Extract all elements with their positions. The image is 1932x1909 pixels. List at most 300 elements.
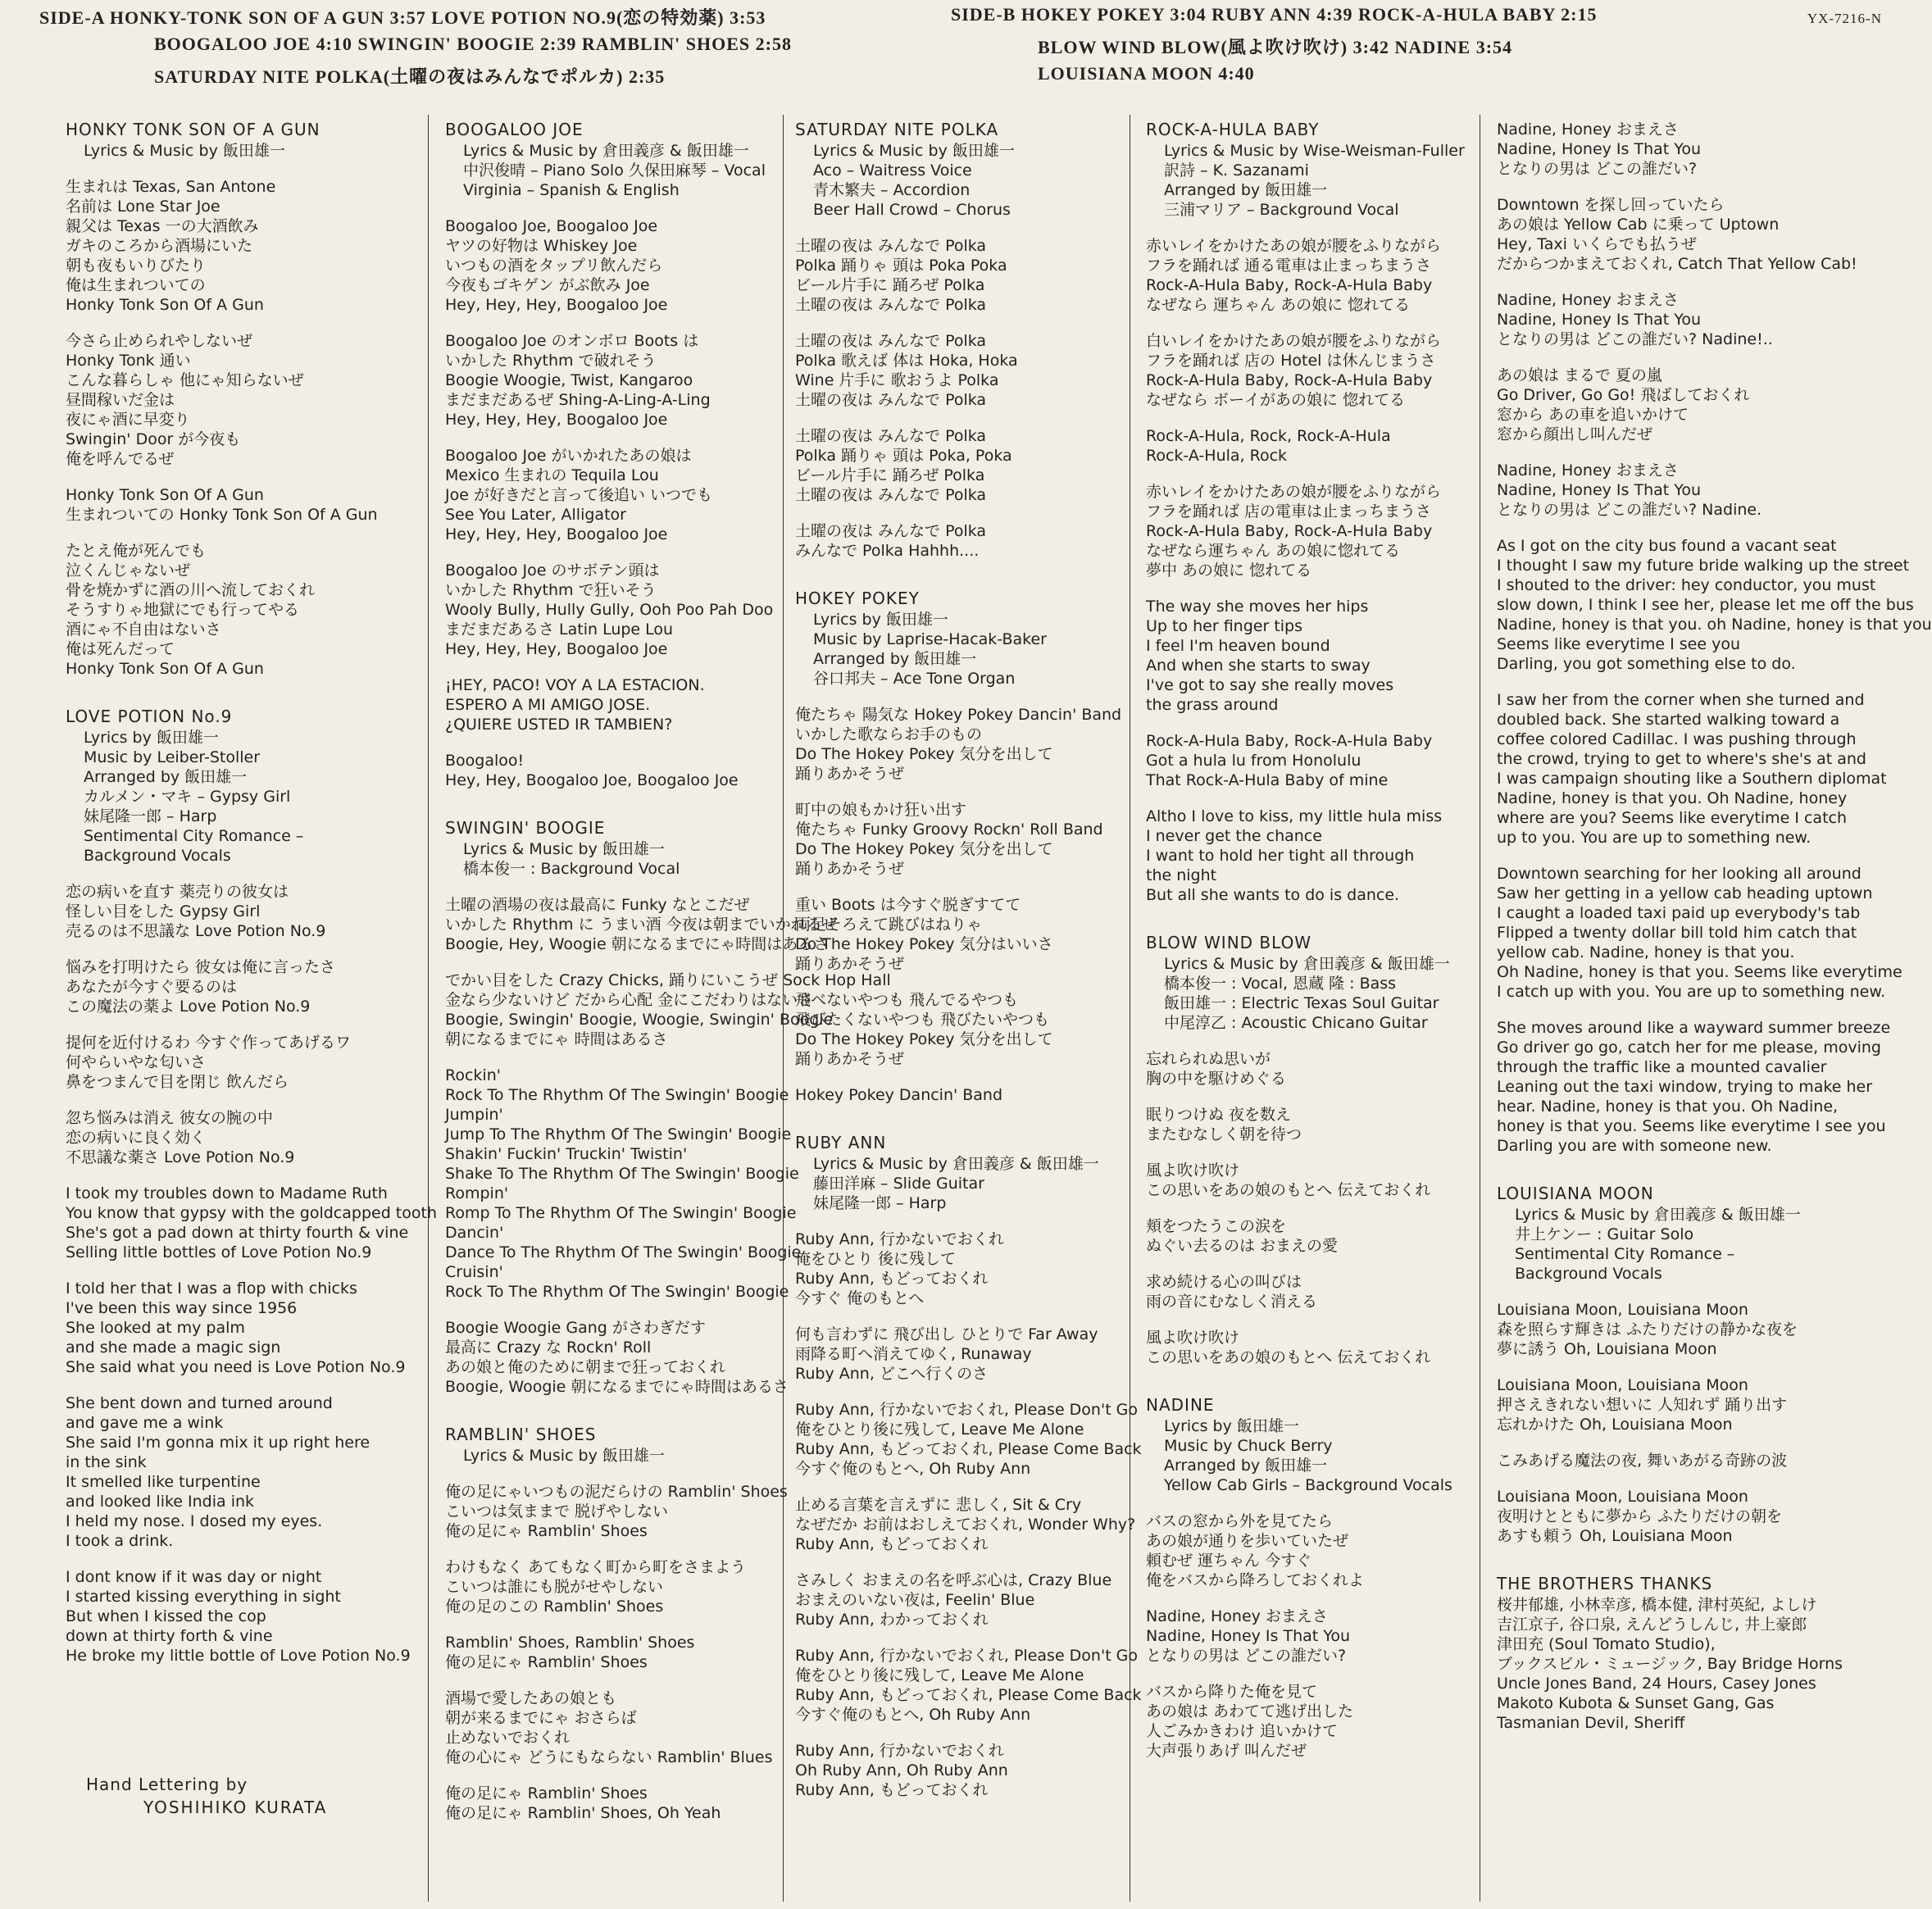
- side-a-tracks-2: BOOGALOO JOE 4:10 SWINGIN' BOOGIE 2:39 RAMBLIN' SHOES 2:58: [154, 34, 792, 54]
- song-credit: Background Vocals: [1515, 1265, 1662, 1283]
- lyric-verse: [1146, 1328, 1476, 1367]
- song-credit: Lyrics by 飯田雄一: [1164, 1417, 1299, 1435]
- lyric-line: となりの男は どこの誰だい? Nadine!..: [1497, 330, 1773, 348]
- lyric-line: Rock To The Rhythm Of The Swingin' Boogie: [445, 1086, 789, 1104]
- lyric-verse: [795, 1741, 1126, 1800]
- lyric-line: Joe が好きだと言って後追い いつでも: [445, 486, 712, 504]
- lyric-verse: [66, 541, 425, 679]
- lyric-line: Shake To The Rhythm Of The Swingin' Boogie: [445, 1165, 799, 1183]
- song-credit: 青木繁夫 – Accordion: [813, 181, 971, 199]
- lyric-verse: [1146, 1216, 1476, 1256]
- lyric-line: Nadine, honey is that you. Oh Nadine, honey: [1497, 789, 1848, 807]
- lyric-line: The way she moves her hips: [1146, 598, 1369, 616]
- lyric-line: まだまだあるぜ Shing-A-Ling-A-Ling: [445, 391, 711, 409]
- lyric-line: Louisiana Moon, Louisiana Moon: [1497, 1301, 1748, 1319]
- lyric-line: こいつは誰にも脱がせやしない: [445, 1578, 664, 1596]
- lyric-line: Hey, Hey, Boogaloo Joe, Boogaloo Joe: [445, 771, 739, 789]
- lyric-line: 俺をひとり 後に残して: [795, 1250, 957, 1268]
- lyric-line: But when I kissed the cop: [66, 1607, 266, 1625]
- lyric-line: Hey, Hey, Hey, Boogaloo Joe: [445, 411, 668, 429]
- letterer-name: YOSHIHIKO KURATA: [143, 1798, 328, 1817]
- lyric-line: 俺たちゃ 陽気な Hokey Pokey Dancin' Band: [795, 706, 1122, 724]
- lyric-line: Boogie, Swingin' Boogie, Woogie, Swingin' Boogie: [445, 1011, 834, 1029]
- lyric-line: down at thirty forth & vine: [66, 1627, 273, 1645]
- lyric-verse: [795, 426, 1126, 505]
- song-credit: 藤田洋麻 – Slide Guitar: [813, 1175, 984, 1193]
- lyric-line: 踊りあかそうぜ: [795, 860, 905, 878]
- lyric-line: through the traffic like a mounted cavalier: [1497, 1058, 1827, 1076]
- lyric-verse: [1146, 807, 1476, 905]
- lyric-line: 朝も夜もいりびたり: [66, 257, 207, 275]
- lyric-line: わけもなく あてもなく町から町をさまよう: [445, 1558, 747, 1576]
- lyric-line: Ruby Ann, 行かないでおくれ, Please Don't Go: [795, 1647, 1139, 1665]
- lyric-line: 今さら止められやしないぜ: [66, 332, 253, 350]
- song-block: [445, 1425, 788, 1823]
- lyric-line: Darling you are with someone new.: [1497, 1137, 1772, 1155]
- lyric-verse: [66, 177, 425, 315]
- lyric-line: いつもの酒をタップリ飲んだら: [445, 257, 663, 275]
- lyric-line: Do The Hokey Pokey 気分を出して: [795, 840, 1053, 858]
- lyric-line: Honky Tonk Son Of A Gun: [66, 296, 264, 314]
- song-block: [445, 120, 780, 790]
- lyric-line: あすも頼う Oh, Louisiana Moon: [1497, 1527, 1733, 1545]
- song-credit: Arranged by 飯田雄一: [1164, 181, 1328, 199]
- lyric-line: Boogaloo!: [445, 752, 525, 770]
- song-title: SATURDAY NITE POLKA: [795, 120, 999, 139]
- lyric-line: 提何を近付けるわ 今すぐ作ってあげるワ: [66, 1034, 352, 1052]
- lyric-line: ヤツの好物は Whiskey Joe: [445, 237, 638, 255]
- lyric-verse: [445, 1633, 780, 1672]
- lyric-line: フラを踊れば 店の Hotel は休んじまうさ: [1146, 352, 1436, 370]
- song-credit: 訳詩 – K. Sazanami: [1164, 161, 1309, 180]
- lyric-line: Honky Tonk 通い: [66, 352, 191, 370]
- lyric-line: 土曜の夜は みんなで Polka: [795, 427, 987, 445]
- lyric-verse: [445, 895, 838, 954]
- nadine-continued: [1497, 120, 1932, 1156]
- lyric-line: As I got on the city bus found a vacant seat: [1497, 537, 1837, 555]
- song-credit: Sentimental City Romance –: [84, 827, 304, 845]
- lyric-line: She moves around like a wayward summer breeze: [1497, 1019, 1891, 1037]
- lyric-line: いかした歌ならお手のもの: [795, 725, 983, 743]
- lyric-verse: [66, 485, 425, 525]
- lyric-line: Rock-A-Hula, Rock: [1146, 447, 1288, 465]
- lyric-verse: [795, 1085, 1126, 1105]
- lyric-line: 金なら少ないけど だから心配 金にこだわりはないさ: [445, 991, 814, 1009]
- lyric-line: I want to hold her tight all through: [1146, 847, 1415, 865]
- lyric-line: I feel I'm heaven bound: [1146, 637, 1330, 655]
- lyric-verse: [66, 331, 425, 469]
- lyric-line: 俺の足にゃ Ramblin' Shoes, Oh Yeah: [445, 1804, 721, 1822]
- lyric-line: Polka 踊りゃ 頭は Poka, Poka: [795, 447, 1012, 465]
- lyric-verse: [445, 1689, 780, 1767]
- song-credit: Background Vocals: [84, 847, 231, 865]
- lyrics-column-1: [66, 120, 437, 1890]
- lyric-line: Ramblin' Shoes, Ramblin' Shoes: [445, 1634, 695, 1652]
- lyric-line: Rock To The Rhythm Of The Swingin' Boogie: [445, 1283, 789, 1301]
- lyric-line: She's got a pad down at thirty fourth & vine: [66, 1224, 409, 1242]
- lyric-line: 俺を呼んでるぜ: [66, 450, 175, 468]
- lyric-line: Rompin': [445, 1184, 509, 1202]
- lyric-line: 悩みを打明けたら 彼女は俺に言ったさ: [66, 958, 336, 976]
- lyric-line: Nadine, Honey Is That You: [1497, 481, 1702, 499]
- lyric-verse: [66, 1033, 425, 1092]
- lyric-line: Nadine, Honey おまえさ: [1497, 291, 1679, 309]
- song-title: SWINGIN' BOOGIE: [445, 818, 606, 838]
- lyric-line: yellow cab. Nadine, honey is that you.: [1497, 943, 1795, 961]
- song-block: [1146, 1395, 1476, 1761]
- lyric-line: だからつかまえておくれ, Catch That Yellow Cab!: [1497, 255, 1857, 273]
- lyric-line: Downtown を探し回っていたら: [1497, 196, 1725, 214]
- lyric-verse: [1146, 1682, 1476, 1761]
- song-credit: 橋本俊一 : Background Vocal: [463, 860, 680, 878]
- lyric-line: the grass around: [1146, 696, 1279, 714]
- lyric-line: でかい目をした Crazy Chicks, 踊りにいこうぜ Sock Hop Hall: [445, 971, 891, 989]
- lyric-line: Ruby Ann, もどっておくれ: [795, 1270, 989, 1288]
- lyric-line: フラを踊れば 通る電車は止まっちまうさ: [1146, 257, 1432, 275]
- lyric-line: Nadine, Honey Is That You: [1146, 1627, 1351, 1645]
- song-credit: Lyrics & Music by 倉田義彦 & 飯田雄一: [813, 1155, 1099, 1173]
- lyric-line: 何やらいやな匂いさ: [66, 1053, 207, 1071]
- lyric-verse: [1497, 1300, 1890, 1359]
- lyric-line: You know that gypsy with the goldcapped tooth: [66, 1204, 437, 1222]
- lyric-line: こみあげる魔法の夜, 舞いあがる奇跡の波: [1497, 1452, 1788, 1470]
- lyric-line: It smelled like turpentine: [66, 1473, 261, 1491]
- lyric-line: Boogaloo Joe のオンボロ Boots は: [445, 332, 699, 350]
- song-credit: Yellow Cab Girls – Background Vocals: [1164, 1476, 1452, 1494]
- song-block: [795, 589, 1126, 1105]
- lyric-verse: [445, 1318, 789, 1397]
- lyric-line: Boogaloo Joe がいかれたあの娘は: [445, 447, 692, 465]
- lyric-line: 重い Boots は今すぐ脱ぎすてて: [795, 896, 1021, 914]
- lyric-line: 踊りあかそうぜ: [795, 1050, 905, 1068]
- lyric-line: ESPERO A MI AMIGO JOSE.: [445, 696, 651, 714]
- lyric-verse: [1497, 1018, 1890, 1156]
- lyric-line: 俺の足のこの Ramblin' Shoes: [445, 1598, 664, 1616]
- lyric-verse: [1497, 1375, 1890, 1434]
- lyric-line: the night: [1146, 866, 1217, 884]
- song-credit: Lyrics & Music by 飯田雄一: [813, 142, 1015, 160]
- lyric-line: 眠りつけぬ 夜を数え: [1146, 1106, 1292, 1124]
- thanks-line: ブックスビル・ミュージック, Bay Bridge Horns: [1497, 1655, 1843, 1673]
- lyric-line: Boogie Woogie Gang がさわぎだす: [445, 1319, 706, 1337]
- lyric-verse: [1146, 236, 1476, 315]
- song-title: LOUISIANA MOON: [1497, 1184, 1654, 1203]
- lyric-line: 夜にゃ酒に早変り: [66, 411, 190, 429]
- lyric-line: Leaning out the taxi window, trying to make her: [1497, 1078, 1873, 1096]
- lyric-line: 忽ち悩みは消え 彼女の腕の中: [66, 1109, 274, 1127]
- lyric-line: なぜなら運ちゃん あの娘に惚れてる: [1146, 542, 1401, 560]
- lyric-verse: [1497, 1487, 1890, 1546]
- song-title: BLOW WIND BLOW: [1146, 933, 1312, 952]
- lyric-line: Jumpin': [445, 1106, 503, 1124]
- lyric-line: 恋の病いを直す 薬売りの彼女は: [66, 883, 289, 901]
- lyric-line: 大声張りあげ 叫んだぜ: [1146, 1742, 1307, 1760]
- song-credit: Lyrics & Music by Wise-Weisman-Fuller: [1164, 142, 1465, 160]
- lyric-line: 生まれついての Honky Tonk Son Of A Gun: [66, 506, 378, 524]
- lyric-line: いかした Rhythm で狂いそう: [445, 581, 657, 599]
- lyric-line: 俺をバスから降ろしておくれよ: [1146, 1571, 1365, 1589]
- lyric-verse: [445, 1784, 780, 1823]
- song-credit: Arranged by 飯田雄一: [813, 650, 977, 668]
- lyric-line: Nadine, Honey おまえさ: [1497, 461, 1679, 480]
- lyric-line: 忘れかけた Oh, Louisiana Moon: [1497, 1416, 1733, 1434]
- lyric-line: Rock-A-Hula, Rock, Rock-A-Hula: [1146, 427, 1391, 445]
- lyric-verse: [66, 1184, 437, 1262]
- lyric-line: Seems like everytime I see you: [1497, 635, 1741, 653]
- lyric-line: Do The Hokey Pokey 気分を出して: [795, 1030, 1053, 1048]
- thanks-title: THE BROTHERS THANKS: [1497, 1574, 1713, 1593]
- lyric-line: 怪しい目をした Gypsy Girl: [66, 902, 261, 920]
- lyric-line: 白いレイをかけたあの娘が腰をふりながら: [1146, 332, 1442, 350]
- lyric-line: Darling, you got something else to do.: [1497, 655, 1796, 673]
- lyric-line: こんな暮らしゃ 他にゃ知らないぜ: [66, 371, 304, 389]
- lyric-line: and gave me a wink: [66, 1414, 224, 1432]
- thanks-line: Makoto Kubota & Sunset Gang, Gas: [1497, 1694, 1775, 1712]
- lyric-line: 俺は死んだって: [66, 640, 175, 658]
- hand-lettering-credit: [86, 1773, 327, 1819]
- lyric-verse: [66, 1567, 425, 1666]
- lyric-line: 押さえきれない想いに 人知れず 踊り出す: [1497, 1396, 1788, 1414]
- lyric-line: I saw her from the corner when she turned and: [1497, 691, 1865, 709]
- song-credit: Lyrics & Music by 倉田義彦 & 飯田雄一: [1515, 1206, 1801, 1224]
- lyric-verse: [1497, 366, 1890, 444]
- song-credit: Lyrics & Music by 倉田義彦 & 飯田雄一: [463, 142, 749, 160]
- song-credit: Lyrics by 飯田雄一: [813, 611, 948, 629]
- lyric-line: Hey, Hey, Hey, Boogaloo Joe: [445, 296, 668, 314]
- lyric-verse: [445, 970, 891, 1049]
- lyric-line: 骨を焼かずに酒の川へ流しておくれ: [66, 581, 316, 599]
- lyric-verse: [445, 1482, 788, 1541]
- lyric-line: Wine 片手に 歌おうよ Polka: [795, 371, 999, 389]
- thanks-line: Tasmanian Devil, Sheriff: [1497, 1714, 1685, 1732]
- lyric-line: I took my troubles down to Madame Ruth: [66, 1184, 388, 1202]
- lyric-line: Go Driver, Go Go! 飛ばしておくれ: [1497, 386, 1750, 404]
- lyric-line: フラを踊れば 店の電車は止まっちまうさ: [1146, 502, 1432, 520]
- lyric-line: I dont know if it was day or night: [66, 1568, 322, 1586]
- song-credit: Music by Laprise-Hacak-Baker: [813, 630, 1047, 648]
- song-credit: Lyrics by 飯田雄一: [84, 729, 219, 747]
- lyric-line: Boogie, Woogie 朝になるまでにゃ時間はあるさ: [445, 1378, 789, 1396]
- lyrics-column-5: [1497, 120, 1932, 1890]
- song-block: [66, 120, 425, 679]
- lyric-line: Mexico 生まれの Tequila Lou: [445, 466, 659, 484]
- side-a-tracks-1: SIDE-A HONKY-TONK SON OF A GUN 3:57 LOVE POTION NO.9(恋の特効薬) 3:53: [39, 7, 766, 28]
- lyric-line: Hey, Hey, Hey, Boogaloo Joe: [445, 640, 668, 658]
- lyric-line: ビール片手に 踊ろぜ Polka: [795, 466, 985, 484]
- lyric-line: たとえ俺が死んでも: [66, 542, 207, 560]
- lyric-line: Ruby Ann, どこへ行くのさ: [795, 1365, 989, 1383]
- lyric-line: 夜明けとともに夢から ふたりだけの朝を: [1497, 1507, 1783, 1525]
- song-credit: Lyrics & Music by 飯田雄一: [84, 142, 285, 160]
- lyric-line: みんなで Polka Hahhh....: [795, 542, 980, 560]
- lyric-line: 人ごみかきわけ 追いかけて: [1146, 1722, 1339, 1740]
- lyric-verse: [795, 1325, 1126, 1384]
- lyric-line: 土曜の夜は みんなで Polka: [795, 296, 987, 314]
- lyric-line: And when she starts to sway: [1146, 657, 1371, 675]
- lyric-line: and looked like India ink: [66, 1493, 255, 1511]
- lyric-line: 土曜の夜は みんなで Polka: [795, 391, 987, 409]
- lyric-line: さみしく おまえの名を呼ぶ心は, Crazy Blue: [795, 1571, 1112, 1589]
- thanks-line: 桜井郁雄, 小林幸彦, 橋本健, 津村英紀, よしけ: [1497, 1596, 1817, 1614]
- lyric-line: 町中の娘もかけ狂い出す: [795, 801, 967, 819]
- lyric-line: 鼻をつまんで目を閉じ 飲んだら: [66, 1073, 289, 1091]
- lyric-line: I told her that I was a flop with chicks: [66, 1279, 357, 1298]
- lyric-line: となりの男は どこの誰だい?: [1146, 1647, 1347, 1665]
- lyric-line: Hey, Taxi いくらでも払うぜ: [1497, 235, 1697, 253]
- lyric-verse: [66, 1108, 425, 1167]
- song-credit: カルメン・マキ – Gypsy Girl: [84, 788, 291, 806]
- lyric-line: That Rock-A-Hula Baby of mine: [1146, 771, 1389, 789]
- song-title: ROCK-A-HULA BABY: [1146, 120, 1320, 139]
- lyric-line: そうすりゃ地獄にでも行ってやる: [66, 601, 300, 619]
- lyric-line: 踊りあかそうぜ: [795, 765, 905, 783]
- lyric-line: 俺の心にゃ どうにもならない Ramblin' Blues: [445, 1748, 773, 1766]
- song-title: RUBY ANN: [795, 1133, 887, 1152]
- lyric-line: up to you. You are up to something new.: [1497, 829, 1812, 847]
- lyric-verse: [795, 521, 1126, 561]
- lyric-line: Hey, Hey, Hey, Boogaloo Joe: [445, 525, 668, 543]
- lyric-verse: [1497, 120, 1890, 179]
- song-title: LOVE POTION No.9: [66, 707, 233, 726]
- lyric-line: 胸の中を駆けめぐる: [1146, 1070, 1287, 1088]
- song-credit: 橋本俊一 : Vocal, 恩蔵 隆 : Bass: [1164, 975, 1397, 993]
- lyric-line: 土曜の夜は みんなで Polka: [795, 522, 987, 540]
- lyric-line: なぜなら ボーイがあの娘に 惚れてる: [1146, 391, 1406, 409]
- lyric-verse: [1146, 1161, 1476, 1200]
- song-credit: 妹尾隆一郎 – Harp: [813, 1194, 947, 1212]
- lyric-line: where are you? Seems like everytime I catch: [1497, 809, 1848, 827]
- lyric-line: あの娘は まるで 夏の嵐: [1497, 366, 1662, 384]
- track-listing-header: [0, 0, 1907, 94]
- lyric-line: I've got to say she really moves: [1146, 676, 1394, 694]
- lyric-line: 森を照らす輝きは ふたりだけの静かな夜を: [1497, 1320, 1798, 1339]
- lyric-line: honey is that you. Seems like everytime I see you: [1497, 1117, 1886, 1135]
- lyric-verse: [66, 957, 425, 1016]
- lyric-line: Shakin' Fuckin' Truckin' Twistin': [445, 1145, 688, 1163]
- lyric-line: あの娘は あわてて逃げ出した: [1146, 1702, 1354, 1720]
- lyric-line: 飛びたくないやつも 飛びたいやつも: [795, 1011, 1050, 1029]
- lyric-verse: [1146, 1272, 1476, 1311]
- lyric-verse: [795, 331, 1126, 410]
- lyric-line: Rockin': [445, 1066, 501, 1084]
- lyric-line: Ruby Ann, 行かないでおくれ: [795, 1230, 1004, 1248]
- lyric-line: Boogie, Hey, Woogie 朝になるまでにゃ時間はあるさ: [445, 935, 830, 953]
- lyric-line: She looked at my palm: [66, 1319, 245, 1337]
- lyrics-column-4: [1146, 120, 1476, 1890]
- lyric-line: あなたが今すぐ要るのは: [66, 978, 238, 996]
- lyric-line: 泣くんじゃないぜ: [66, 561, 191, 580]
- lyric-line: 雨の音にむなしく消える: [1146, 1293, 1318, 1311]
- lyric-line: 何も言わずに 飛び出し ひとりで Far Away: [795, 1325, 1098, 1343]
- lyric-line: doubled back. She started walking toward a: [1497, 711, 1840, 729]
- lyric-line: Honky Tonk Son Of A Gun: [66, 660, 264, 678]
- lyric-line: あの娘と俺のために朝まで狂っておくれ: [445, 1358, 726, 1376]
- lyric-line: Jump To The Rhythm Of The Swingin' Boogie: [445, 1125, 792, 1143]
- lyric-line: the crowd, trying to get to where's she's at and: [1497, 750, 1866, 768]
- lyric-line: Ruby Ann, 行かないでおくれ: [795, 1742, 1004, 1760]
- lyric-line: 土曜の夜は みんなで Polka: [795, 486, 987, 504]
- lyric-line: 俺の足にゃ Ramblin' Shoes: [445, 1784, 648, 1802]
- lyric-line: coffee colored Cadillac. I was pushing through: [1497, 730, 1857, 748]
- lyric-line: slow down, I think I see her, please let me off the bus: [1497, 596, 1914, 614]
- lyric-verse: [795, 236, 1126, 315]
- lyric-line: Nadine, Honey おまえさ: [1146, 1607, 1328, 1625]
- lyric-line: She said I'm gonna mix it up right here: [66, 1434, 370, 1452]
- thanks-line: Uncle Jones Band, 24 Hours, Casey Jones: [1497, 1675, 1816, 1693]
- lyric-line: Ruby Ann, わかっておくれ: [795, 1611, 989, 1629]
- lyric-line: 俺は生まれついての: [66, 276, 206, 294]
- lyric-line: 俺の足にゃ Ramblin' Shoes: [445, 1522, 648, 1540]
- lyric-line: おまえのいない夜は, Feelin' Blue: [795, 1591, 1035, 1609]
- song-credit: Beer Hall Crowd – Chorus: [813, 201, 1011, 219]
- song-credit: Music by Chuck Berry: [1164, 1437, 1333, 1455]
- lyric-verse: [445, 751, 780, 790]
- lyric-line: Romp To The Rhythm Of The Swingin' Boogie: [445, 1204, 797, 1222]
- lyric-line: 求め続ける心の叫びは: [1146, 1273, 1302, 1291]
- song-credit: Virginia – Spanish & English: [463, 181, 680, 199]
- lyric-verse: [1146, 597, 1476, 715]
- thanks-line: 津田充 (Soul Tomato Studio),: [1497, 1635, 1716, 1653]
- lyric-line: Louisiana Moon, Louisiana Moon: [1497, 1376, 1748, 1394]
- lyric-line: Go driver go go, catch her for me please, moving: [1497, 1039, 1881, 1057]
- lyric-line: I held my nose. I dosed my eyes.: [66, 1512, 323, 1530]
- lyric-verse: [795, 705, 1126, 784]
- lyric-line: Nadine, Honey おまえさ: [1497, 120, 1679, 139]
- lyric-line: なぜなら 運ちゃん あの娘に 惚れてる: [1146, 296, 1411, 314]
- song-credit: Music by Leiber-Stoller: [84, 748, 261, 766]
- song-credit: Arranged by 飯田雄一: [1164, 1457, 1328, 1475]
- lyric-line: 俺たちゃ Funky Groovy Rockn' Roll Band: [795, 820, 1103, 839]
- lyric-verse: [1497, 690, 1890, 848]
- lyric-line: 土曜の酒場の夜は最高に Funky なとこだぜ: [445, 896, 750, 914]
- lyric-line: But all she wants to do is dance.: [1146, 886, 1400, 904]
- lyric-verse: [795, 1570, 1126, 1629]
- lyric-line: いかした Rhythm で破れそう: [445, 352, 657, 370]
- lyric-line: となりの男は どこの誰だい?: [1497, 160, 1698, 178]
- lyric-line: 朝が来るまでにゃ おさらば: [445, 1709, 637, 1727]
- lyric-line: バスから降りた俺を見て: [1146, 1683, 1318, 1701]
- lyric-verse: [66, 882, 425, 941]
- lyric-line: 両足そろえて跳びはねりゃ: [795, 916, 983, 934]
- lyric-line: I never get the chance: [1146, 827, 1322, 845]
- lyric-verse: [1146, 731, 1476, 790]
- lyric-line: 夢に誘う Oh, Louisiana Moon: [1497, 1340, 1717, 1358]
- lyric-line: 酒場で愛したあの娘とも: [445, 1689, 617, 1707]
- song-credit: Sentimental City Romance –: [1515, 1245, 1735, 1263]
- lyric-line: and she made a magic sign: [66, 1339, 281, 1357]
- lyric-verse: [445, 675, 780, 734]
- song-credit: 妹尾隆一郎 – Harp: [84, 807, 217, 825]
- lyric-verse: [795, 800, 1126, 879]
- lyric-line: この魔法の薬よ Love Potion No.9: [66, 998, 311, 1016]
- song-credit: 井上ケンー : Guitar Solo: [1515, 1225, 1694, 1243]
- song-credit: Lyrics & Music by 倉田義彦 & 飯田雄一: [1164, 955, 1450, 973]
- lyric-line: I started kissing everything in sight: [66, 1588, 341, 1606]
- side-b-tracks-1: SIDE-B HOKEY POKEY 3:04 RUBY ANN 4:39 ROCK-A-HULA BABY 2:15: [951, 4, 1598, 25]
- lyric-line: 飛べないやつも 飛んでるやつも: [795, 991, 1019, 1009]
- lyric-line: 売るのは不思議な Love Potion No.9: [66, 922, 326, 940]
- lyric-line: Ruby Ann, もどっておくれ: [795, 1781, 989, 1799]
- lyric-line: 俺の足にゃいつもの泥だらけの Ramblin' Shoes: [445, 1483, 788, 1501]
- song-block: [1146, 120, 1476, 905]
- lyric-line: He broke my little bottle of Love Potion No.9: [66, 1647, 411, 1665]
- lyric-line: Do The Hokey Pokey 気分はいいさ: [795, 935, 1053, 953]
- lyric-line: 俺をひとり後に残して, Leave Me Alone: [795, 1420, 1084, 1439]
- lyric-line: 風よ吹け吹け: [1146, 1161, 1240, 1179]
- song-credit: 三浦マリア – Background Vocal: [1164, 201, 1399, 219]
- song-block: [66, 707, 437, 1666]
- lyric-line: Nadine, honey is that you. oh Nadine, honey is that you: [1497, 616, 1932, 634]
